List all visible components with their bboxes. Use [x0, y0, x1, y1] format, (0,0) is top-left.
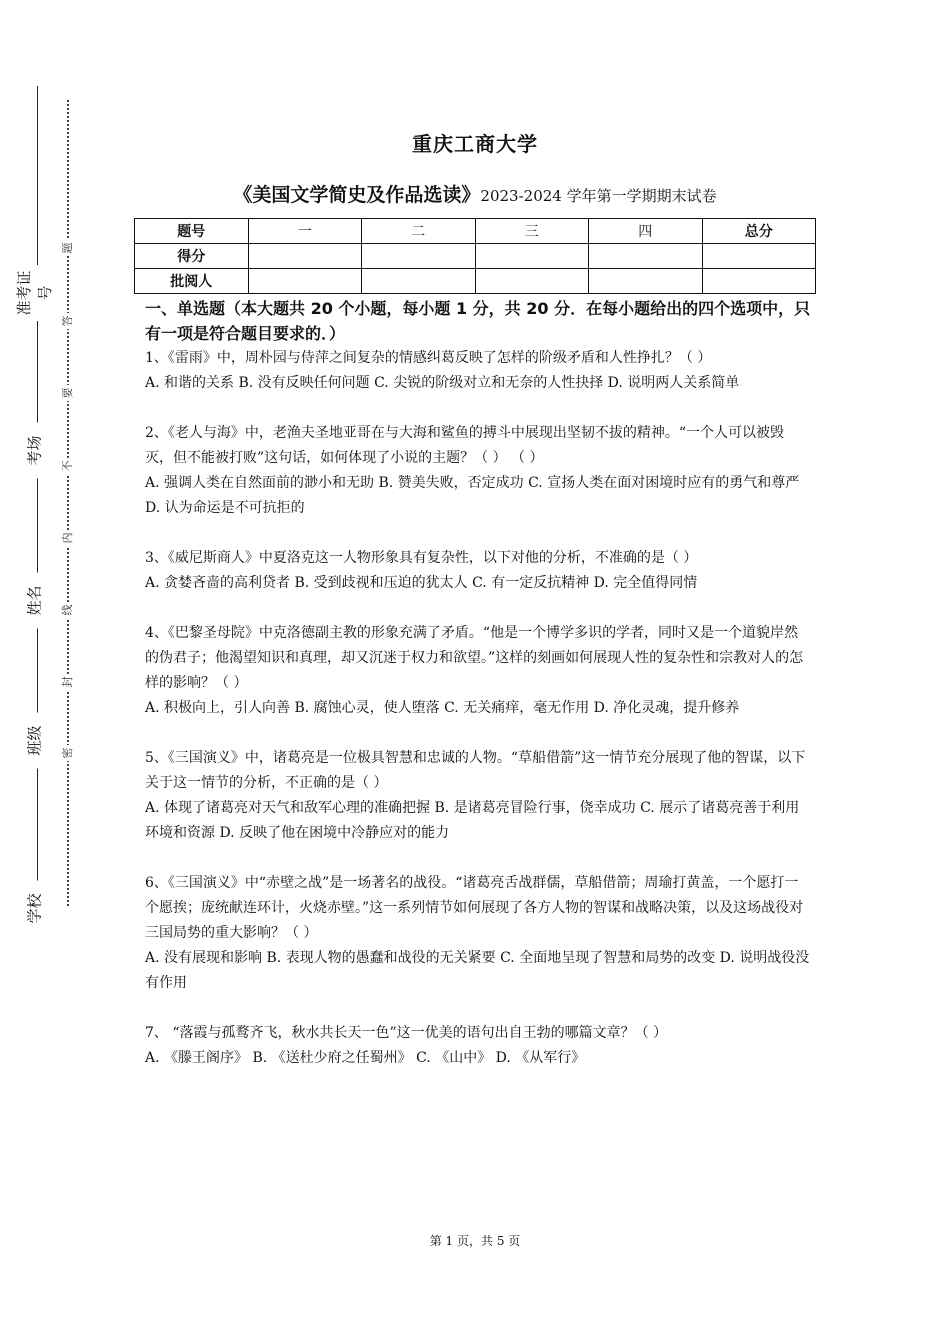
score-cell: [248, 244, 362, 269]
question-options: A. 《滕王阁序》 B. 《送杜少府之任蜀州》 C. 《山中》 D. 《从军行》: [145, 1050, 586, 1066]
field-exam-number: 准考证号: [13, 265, 55, 321]
question-stem: 6、《三国演义》中“赤壁之战”是一场著名的战役。“诸葛亮舌战群儒，草船借箭；周瑜打黄盖，一个愿打一个愿挨；庞统献连环计，火烧赤壁。”这一系列情节如何展现了各方人物的智谋和战略决策，以及这场战役对三国局势的重大影响？（ ）: [145, 875, 804, 941]
question-4: [145, 621, 811, 721]
question-1: [145, 346, 811, 396]
question-6: [145, 871, 811, 996]
grader-cell: [589, 269, 703, 294]
score-cell: [362, 244, 476, 269]
seal-char: 要: [59, 385, 75, 401]
exam-term: 2023-2024 学年第一学期期末试卷: [480, 187, 717, 205]
seal-char: 内: [59, 530, 75, 546]
field-name: 姓名: [24, 573, 45, 629]
score-row: [135, 244, 816, 269]
question-options: A. 贪婪吝啬的高利贷者 B. 受到歧视和压迫的犹太人 C. 有一定反抗精神 D. 完全值得同情: [145, 575, 698, 591]
seal-char: 密: [59, 745, 75, 761]
field-class: 班级: [24, 713, 45, 769]
row-label-score: 得分: [135, 244, 249, 269]
question-stem: 2、《老人与海》中，老渔夫圣地亚哥在与大海和鲨鱼的搏斗中展现出坚韧不拔的精神。“一个人可以被毁灭，但不能被打败”这句话，如何体现了小说的主题？（ ） （ ）: [145, 425, 785, 466]
col-part-2: 二: [362, 219, 476, 244]
seal-dotted-line: [67, 100, 69, 906]
question-3: [145, 546, 811, 596]
question-options: A. 积极向上，引人向善 B. 腐蚀心灵，使人堕落 C. 无关痛痒，毫无作用 D. 净化灵魂，提升修养: [145, 700, 740, 716]
score-cell: [475, 244, 589, 269]
question-2: [145, 421, 811, 521]
question-stem: 1、《雷雨》中，周朴园与侍萍之间复杂的情感纠葛反映了怎样的阶级矛盾和人性挣扎？（ ）: [145, 350, 712, 366]
grader-row: [135, 269, 816, 294]
field-exam-room: 考场: [24, 423, 45, 479]
seal-char: 线: [59, 602, 75, 618]
score-table: [134, 218, 816, 294]
question-stem: 4、《巴黎圣母院》中克洛德副主教的形象充满了矛盾。“他是一个博学多识的学者，同时又是一个道貌岸然的伪君子；他渴望知识和真理，却又沉迷于权力和欲望。”这样的刻画如何展现人性的复杂性和宗教对人的怎样的影响？（ ）: [145, 625, 804, 691]
question-list: [145, 346, 811, 1096]
score-table-header-row: [135, 219, 816, 244]
page-number: 第 1 页，共 5 页: [429, 1234, 521, 1248]
university-title: 重庆工商大学: [412, 132, 538, 156]
score-cell: [589, 244, 703, 269]
seal-char: 题: [59, 240, 75, 256]
col-total: 总分: [702, 219, 816, 244]
score-cell: [702, 244, 816, 269]
question-7: [145, 1021, 811, 1071]
question-stem: 3、《威尼斯商人》中夏洛克这一人物形象具有复杂性，以下对他的分析，不准确的是（ ）: [145, 550, 698, 566]
question-options: A. 和谐的关系 B. 没有反映任何问题 C. 尖锐的阶级对立和无奈的人性抉择 D. 说明两人关系简单: [145, 375, 740, 391]
question-options: A. 没有展现和影响 B. 表现人物的愚蠢和战役的无关紧要 C. 全面地呈现了智慧和局势的改变 D. 说明战役没有作用: [145, 950, 810, 991]
grader-cell: [702, 269, 816, 294]
seal-char: 封: [59, 674, 75, 690]
question-stem: 7、 “落霞与孤鹜齐飞，秋水共长天一色”这一优美的语句出自王勃的哪篇文章？（ ）: [145, 1025, 668, 1041]
col-part-4: 四: [589, 219, 703, 244]
grader-cell: [475, 269, 589, 294]
grader-cell: [248, 269, 362, 294]
course-title: 《美国文学简史及作品选读》: [233, 184, 481, 206]
row-label-grader: 批阅人: [135, 269, 249, 294]
question-stem: 5、《三国演义》中，诸葛亮是一位极具智慧和忠诚的人物。“草船借箭”这一情节充分展现了他的智谋，以下关于这一情节的分析，不正确的是（ ）: [145, 750, 806, 791]
seal-char: 不: [59, 458, 75, 474]
col-part-1: 一: [248, 219, 362, 244]
col-part-3: 三: [475, 219, 589, 244]
col-question-number: 题号: [135, 219, 249, 244]
binding-line: [37, 86, 38, 928]
question-options: A. 强调人类在自然面前的渺小和无助 B. 赞美失败，否定成功 C. 宣扬人类在面对困境时应有的勇气和尊严 D. 认为命运是不可抗拒的: [145, 475, 800, 516]
question-5: [145, 746, 811, 846]
exam-title: [0, 180, 950, 207]
grader-cell: [362, 269, 476, 294]
question-options: A. 体现了诸葛亮对天气和敌军心理的准确把握 B. 是诸葛亮冒险行事，侥幸成功 C. 展示了诸葛亮善于利用环境和资源 D. 反映了他在困境中冷静应对的能力: [145, 800, 800, 841]
seal-char: 答: [59, 313, 75, 329]
field-school: 学校: [24, 881, 45, 937]
section-heading: 一、单选题（本大题共 20 个小题，每小题 1 分，共 20 分．在每小题给出的四个选项中，只有一项是符合题目要求的．）: [145, 299, 811, 343]
